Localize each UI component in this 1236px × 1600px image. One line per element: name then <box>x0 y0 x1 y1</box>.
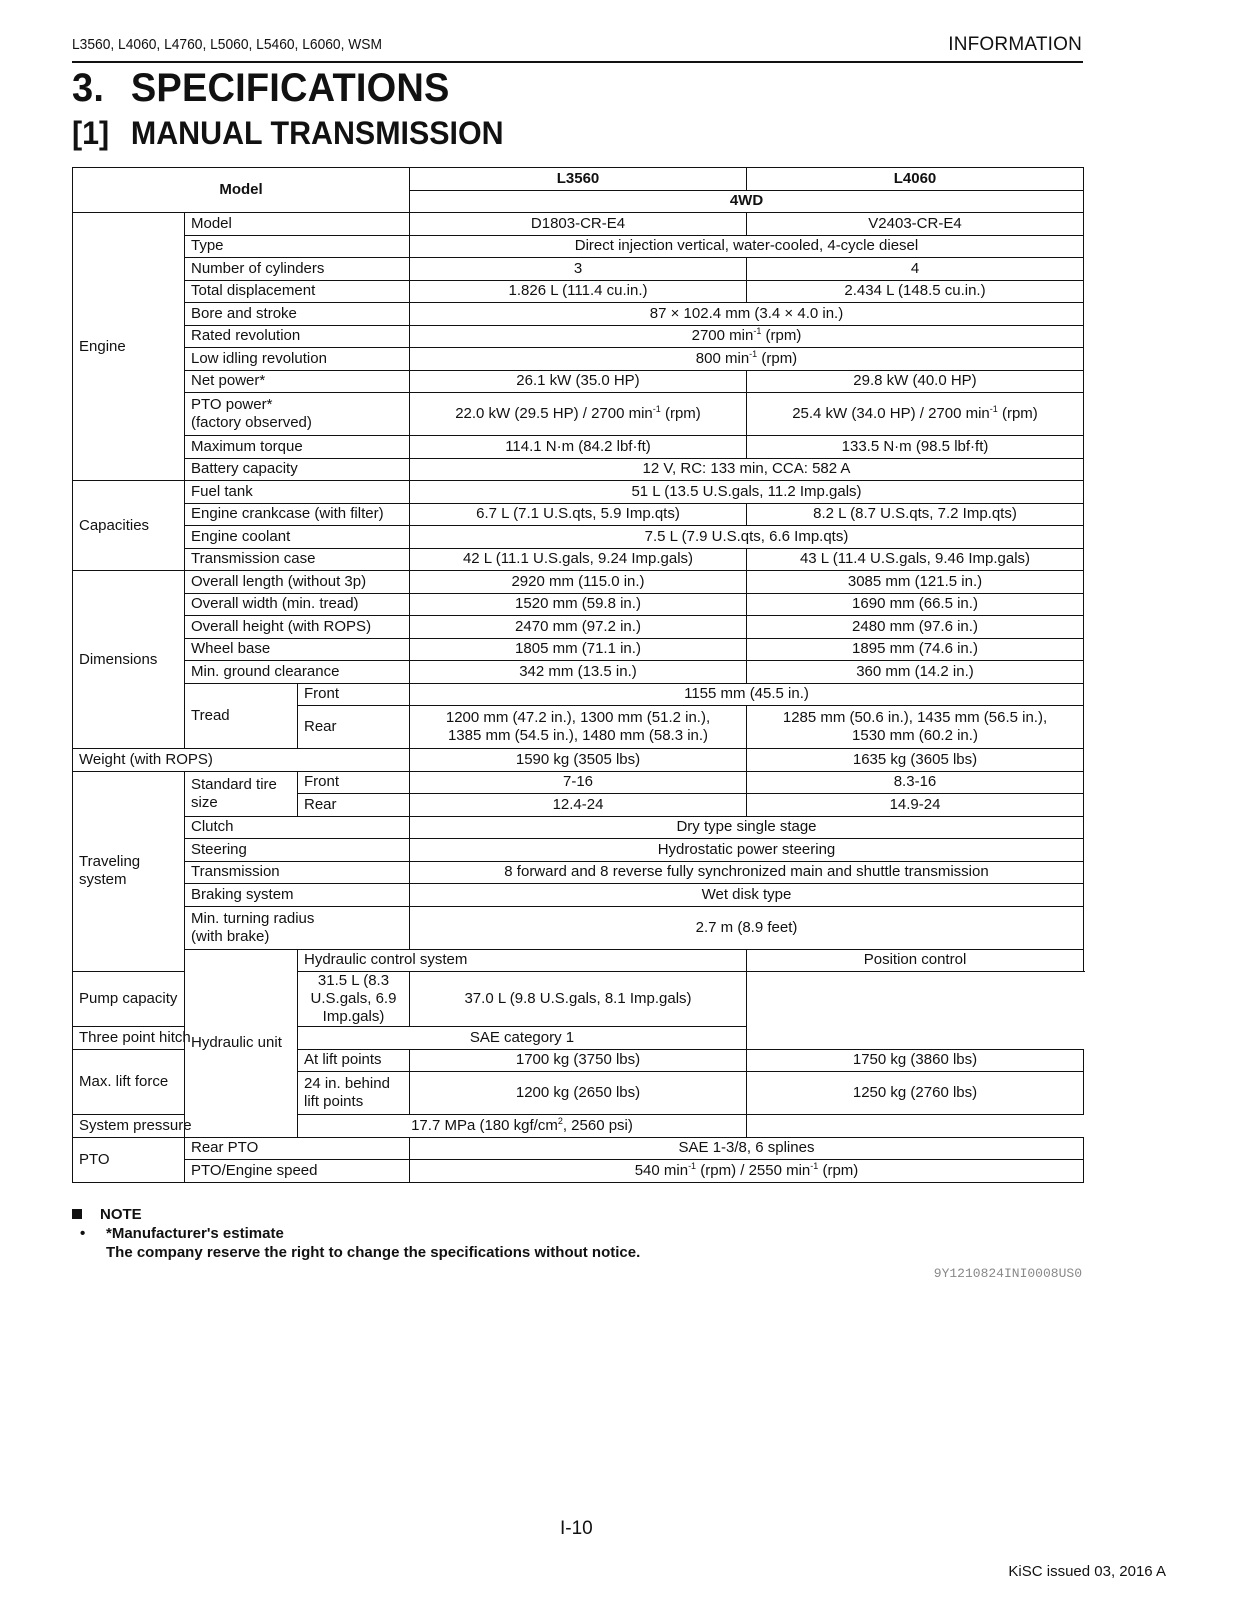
row-label: Braking system <box>185 884 410 907</box>
cell-shared: SAE 1-3/8, 6 splines <box>410 1137 1084 1160</box>
issued-info: KiSC issued 03, 2016 A <box>1008 1563 1166 1580</box>
square-bullet-icon <box>72 1209 82 1219</box>
cell-shared: 7.5 L (7.9 U.S.qts, 6.6 Imp.qts) <box>410 526 1084 549</box>
cell-l4060: 37.0 L (9.8 U.S.gals, 8.1 Imp.gals) <box>410 972 747 1027</box>
section-title <box>72 115 504 152</box>
cell-l3560: 3 <box>410 258 747 281</box>
value-superscript: -1 <box>753 326 762 337</box>
model-l4060-header: L4060 <box>747 168 1084 191</box>
cell-shared: Hydrostatic power steering <box>410 839 1084 862</box>
table-row <box>73 749 1084 772</box>
value-text: 800 min <box>695 349 750 367</box>
row-label: Overall width (min. tread) <box>185 593 410 616</box>
cell-shared: SAE category 1 <box>298 1027 747 1050</box>
row-label: Hydraulic control system <box>298 949 747 972</box>
value-superscript: -1 <box>749 348 758 359</box>
label-line: Standard tire <box>191 775 277 793</box>
table-row <box>73 370 1084 393</box>
cell-l4060 <box>747 706 1084 749</box>
cell-shared <box>410 325 1084 348</box>
cell-l4060: 14.9-24 <box>747 794 1084 817</box>
cell-l3560: 1.826 L (111.4 cu.in.) <box>410 280 747 303</box>
row-label: Overall height (with ROPS) <box>185 616 410 639</box>
cell-shared <box>298 1115 747 1138</box>
table-row <box>73 526 1084 549</box>
row-label: Net power* <box>185 370 410 393</box>
cell-shared: 87 × 102.4 mm (3.4 × 4.0 in.) <box>410 303 1084 326</box>
label-line: PTO power* <box>191 396 273 413</box>
sub-label: Rear <box>298 794 410 817</box>
cell-l3560: 26.1 kW (35.0 HP) <box>410 370 747 393</box>
table-row <box>73 280 1084 303</box>
sub-label <box>298 1072 410 1115</box>
value-line: 1530 mm (60.2 in.) <box>852 727 978 744</box>
label-line: (with brake) <box>191 927 270 945</box>
table-row <box>73 325 1084 348</box>
group-hydraulic-unit: Hydraulic unit <box>185 949 298 1137</box>
note-disclaimer: The company reserve the right to change the specifications without notice. <box>106 1244 641 1261</box>
label-line: 24 in. behind <box>304 1075 390 1092</box>
row-label: Rear PTO <box>185 1137 410 1160</box>
cell-l3560: 12.4-24 <box>410 794 747 817</box>
value-text: (rpm) <box>761 327 802 345</box>
cell-l3560: 7-16 <box>410 771 747 794</box>
table-row <box>73 258 1084 281</box>
row-label: Tread <box>185 683 298 749</box>
table-row <box>73 571 1084 594</box>
row-label <box>185 393 410 436</box>
value-superscript: -1 <box>989 404 998 414</box>
table-row <box>73 303 1084 326</box>
cell-l4060: 1690 mm (66.5 in.) <box>747 593 1084 616</box>
row-label: Engine crankcase (with filter) <box>185 503 410 526</box>
header-divider <box>72 61 1083 63</box>
row-label: Transmission <box>185 861 410 884</box>
cell-l4060: 29.8 kW (40.0 HP) <box>747 370 1084 393</box>
value-text: (rpm) <box>757 349 798 367</box>
note-heading-text: NOTE <box>100 1206 142 1223</box>
row-label: Weight (with ROPS) <box>73 749 410 772</box>
table-row <box>73 906 1084 949</box>
row-label: Low idling revolution <box>185 348 410 371</box>
row-label: Min. ground clearance <box>185 661 410 684</box>
cell-l3560: D1803-CR-E4 <box>410 213 747 236</box>
row-label: Model <box>185 213 410 236</box>
row-label: Fuel tank <box>185 481 410 504</box>
note-item-text: *Manufacturer's estimate <box>106 1225 284 1242</box>
cell-l4060: 133.5 N·m (98.5 lbf·ft) <box>747 436 1084 459</box>
table-row <box>73 1137 1084 1160</box>
group-engine: Engine <box>73 213 185 481</box>
cell-l3560: 2920 mm (115.0 in.) <box>410 571 747 594</box>
section-text: MANUAL TRANSMISSION <box>130 115 504 151</box>
cell-l4060: 8.3-16 <box>747 771 1084 794</box>
value-text: 2700 min <box>691 327 754 345</box>
cell-l4060: 2.434 L (148.5 cu.in.) <box>747 280 1084 303</box>
model-header: Model <box>73 168 410 213</box>
row-label: Battery capacity <box>185 458 410 481</box>
bullet-icon: • <box>80 1225 86 1242</box>
cell-l4060: 2480 mm (97.6 in.) <box>747 616 1084 639</box>
cell-l3560: 42 L (11.1 U.S.gals, 9.24 Imp.gals) <box>410 548 747 571</box>
cell-l4060: 3085 mm (121.5 in.) <box>747 571 1084 594</box>
row-label: Wheel base <box>185 638 410 661</box>
cell-l3560 <box>410 706 747 749</box>
cell-l4060: 4 <box>747 258 1084 281</box>
table-row <box>73 816 1084 839</box>
sub-label: Rear <box>298 706 410 749</box>
cell-shared: Wet disk type <box>410 884 1084 907</box>
group-traveling-system <box>73 771 185 972</box>
row-label: Transmission case <box>185 548 410 571</box>
table-row <box>73 861 1084 884</box>
cell-shared <box>410 1160 1084 1183</box>
value-text: 17.7 MPa (180 kgf/cm <box>411 1116 558 1134</box>
group-dimensions: Dimensions <box>73 571 185 749</box>
table-row <box>73 593 1084 616</box>
table-row <box>73 638 1084 661</box>
group-line: system <box>79 871 127 889</box>
table-row <box>73 348 1084 371</box>
group-line: Traveling <box>79 853 141 871</box>
table-row <box>73 548 1084 571</box>
cell-shared: 8 forward and 8 reverse fully synchronized main and shuttle transmission <box>410 861 1084 884</box>
value-text: (rpm) <box>660 405 701 422</box>
row-label: Total displacement <box>185 280 410 303</box>
header-section: INFORMATION <box>948 34 1082 55</box>
group-pto: PTO <box>73 1137 185 1182</box>
cell-l4060: 1635 kg (3605 lbs) <box>747 749 1084 772</box>
row-label: Three point hitch <box>73 1027 298 1050</box>
sub-label: At lift points <box>298 1049 410 1072</box>
table-row <box>73 1115 1084 1138</box>
table-row <box>73 771 1084 794</box>
cell-l3560: 1805 mm (71.1 in.) <box>410 638 747 661</box>
label-line: lift points <box>304 1093 364 1110</box>
section-number: [1] <box>72 115 110 151</box>
value-line: 1385 mm (54.5 in.), 1480 mm (58.3 in.) <box>447 727 709 744</box>
row-label <box>185 771 298 816</box>
cell-shared: Direct injection vertical, water-cooled, 4-cycle diesel <box>410 235 1084 258</box>
note-heading <box>72 1206 142 1223</box>
cell-l4060 <box>747 393 1084 436</box>
cell-shared: Position control <box>747 949 1084 972</box>
table-row <box>73 481 1084 504</box>
cell-shared: 12 V, RC: 133 min, CCA: 582 A <box>410 458 1084 481</box>
value-text: 540 min <box>634 1161 689 1179</box>
page-title <box>72 66 450 111</box>
cell-l3560: 6.7 L (7.1 U.S.qts, 5.9 Imp.qts) <box>410 503 747 526</box>
cell-shared: 51 L (13.5 U.S.gals, 11.2 Imp.gals) <box>410 481 1084 504</box>
row-label: System pressure <box>73 1115 298 1138</box>
sub-label: Front <box>298 683 410 706</box>
value-superscript: -1 <box>688 1160 697 1171</box>
row-label: Overall length (without 3p) <box>185 571 410 594</box>
value-superscript: 2 <box>557 1115 563 1126</box>
value-superscript: -1 <box>810 1160 819 1171</box>
cell-l3560: 342 mm (13.5 in.) <box>410 661 747 684</box>
page-number: I-10 <box>560 1518 593 1539</box>
cell-l4060: 8.2 L (8.7 U.S.qts, 7.2 Imp.qts) <box>747 503 1084 526</box>
title-text: SPECIFICATIONS <box>130 66 450 110</box>
cell-shared: 1155 mm (45.5 in.) <box>410 683 1084 706</box>
sub-label: Front <box>298 771 410 794</box>
cell-shared <box>410 348 1084 371</box>
label-line: (factory observed) <box>191 414 312 431</box>
table-row <box>73 972 1084 1027</box>
value-line: 1285 mm (50.6 in.), 1435 mm (56.5 in.), <box>782 709 1048 726</box>
cell-l3560: 31.5 L (8.3 U.S.gals, 6.9 Imp.gals) <box>298 972 410 1027</box>
row-label: Type <box>185 235 410 258</box>
cell-l4060: 1895 mm (74.6 in.) <box>747 638 1084 661</box>
value-superscript: -1 <box>652 404 661 414</box>
table-row <box>73 393 1084 436</box>
drive-header: 4WD <box>410 190 1084 213</box>
cell-l4060: 43 L (11.4 U.S.gals, 9.46 Imp.gals) <box>747 548 1084 571</box>
title-number: 3. <box>72 66 105 110</box>
table-row <box>73 661 1084 684</box>
cell-shared: Dry type single stage <box>410 816 1084 839</box>
model-l3560-header: L3560 <box>410 168 747 191</box>
cell-shared: 2.7 m (8.9 feet) <box>410 906 1084 949</box>
cell-l3560: 1590 kg (3505 lbs) <box>410 749 747 772</box>
group-capacities: Capacities <box>73 481 185 571</box>
table-row <box>73 1160 1084 1183</box>
row-label: Number of cylinders <box>185 258 410 281</box>
row-label: Bore and stroke <box>185 303 410 326</box>
row-label: PTO/Engine speed <box>185 1160 410 1183</box>
value-text: (rpm) <box>997 405 1038 422</box>
row-label: Maximum torque <box>185 436 410 459</box>
row-label <box>185 906 410 949</box>
label-line: Min. turning radius <box>191 909 315 927</box>
table-row <box>73 884 1084 907</box>
table-row <box>73 458 1084 481</box>
value-text: (rpm) / 2550 min <box>696 1161 811 1179</box>
value-text: 22.0 kW (29.5 HP) / 2700 min <box>455 405 653 422</box>
cell-l4060: 360 mm (14.2 in.) <box>747 661 1084 684</box>
label-line: size <box>191 793 218 811</box>
row-label: Rated revolution <box>185 325 410 348</box>
value-text: , 2560 psi) <box>562 1116 633 1134</box>
note-item <box>80 1225 284 1242</box>
cell-l4060: V2403-CR-E4 <box>747 213 1084 236</box>
cell-l3560: 2470 mm (97.2 in.) <box>410 616 747 639</box>
value-text: 25.4 kW (34.0 HP) / 2700 min <box>792 405 990 422</box>
cell-l3560 <box>410 393 747 436</box>
row-label: Engine coolant <box>185 526 410 549</box>
specifications-table <box>72 167 1084 1183</box>
value-line: 1200 mm (47.2 in.), 1300 mm (51.2 in.), <box>445 709 711 726</box>
cell-l3560: 1200 kg (2650 lbs) <box>410 1072 747 1115</box>
table-row <box>73 235 1084 258</box>
table-row <box>73 616 1084 639</box>
table-header-row <box>73 168 1084 191</box>
table-row <box>73 839 1084 862</box>
row-label: Clutch <box>185 816 410 839</box>
row-label: Steering <box>185 839 410 862</box>
cell-l3560: 1700 kg (3750 lbs) <box>410 1049 747 1072</box>
table-row <box>73 949 1084 972</box>
table-row <box>73 503 1084 526</box>
document-id: 9Y1210824INI0008US0 <box>933 1266 1082 1281</box>
table-row <box>73 436 1084 459</box>
value-text: (rpm) <box>818 1161 859 1179</box>
row-label: Pump capacity <box>73 972 298 1027</box>
header-models: L3560, L4060, L4760, L5060, L5460, L6060, WSM <box>72 36 382 53</box>
cell-l3560: 1520 mm (59.8 in.) <box>410 593 747 616</box>
table-row <box>73 213 1084 236</box>
table-row <box>73 683 1084 706</box>
cell-l4060: 1750 kg (3860 lbs) <box>747 1049 1084 1072</box>
row-label: Max. lift force <box>73 1049 185 1115</box>
cell-l3560: 114.1 N·m (84.2 lbf·ft) <box>410 436 747 459</box>
cell-l4060: 1250 kg (2760 lbs) <box>747 1072 1084 1115</box>
